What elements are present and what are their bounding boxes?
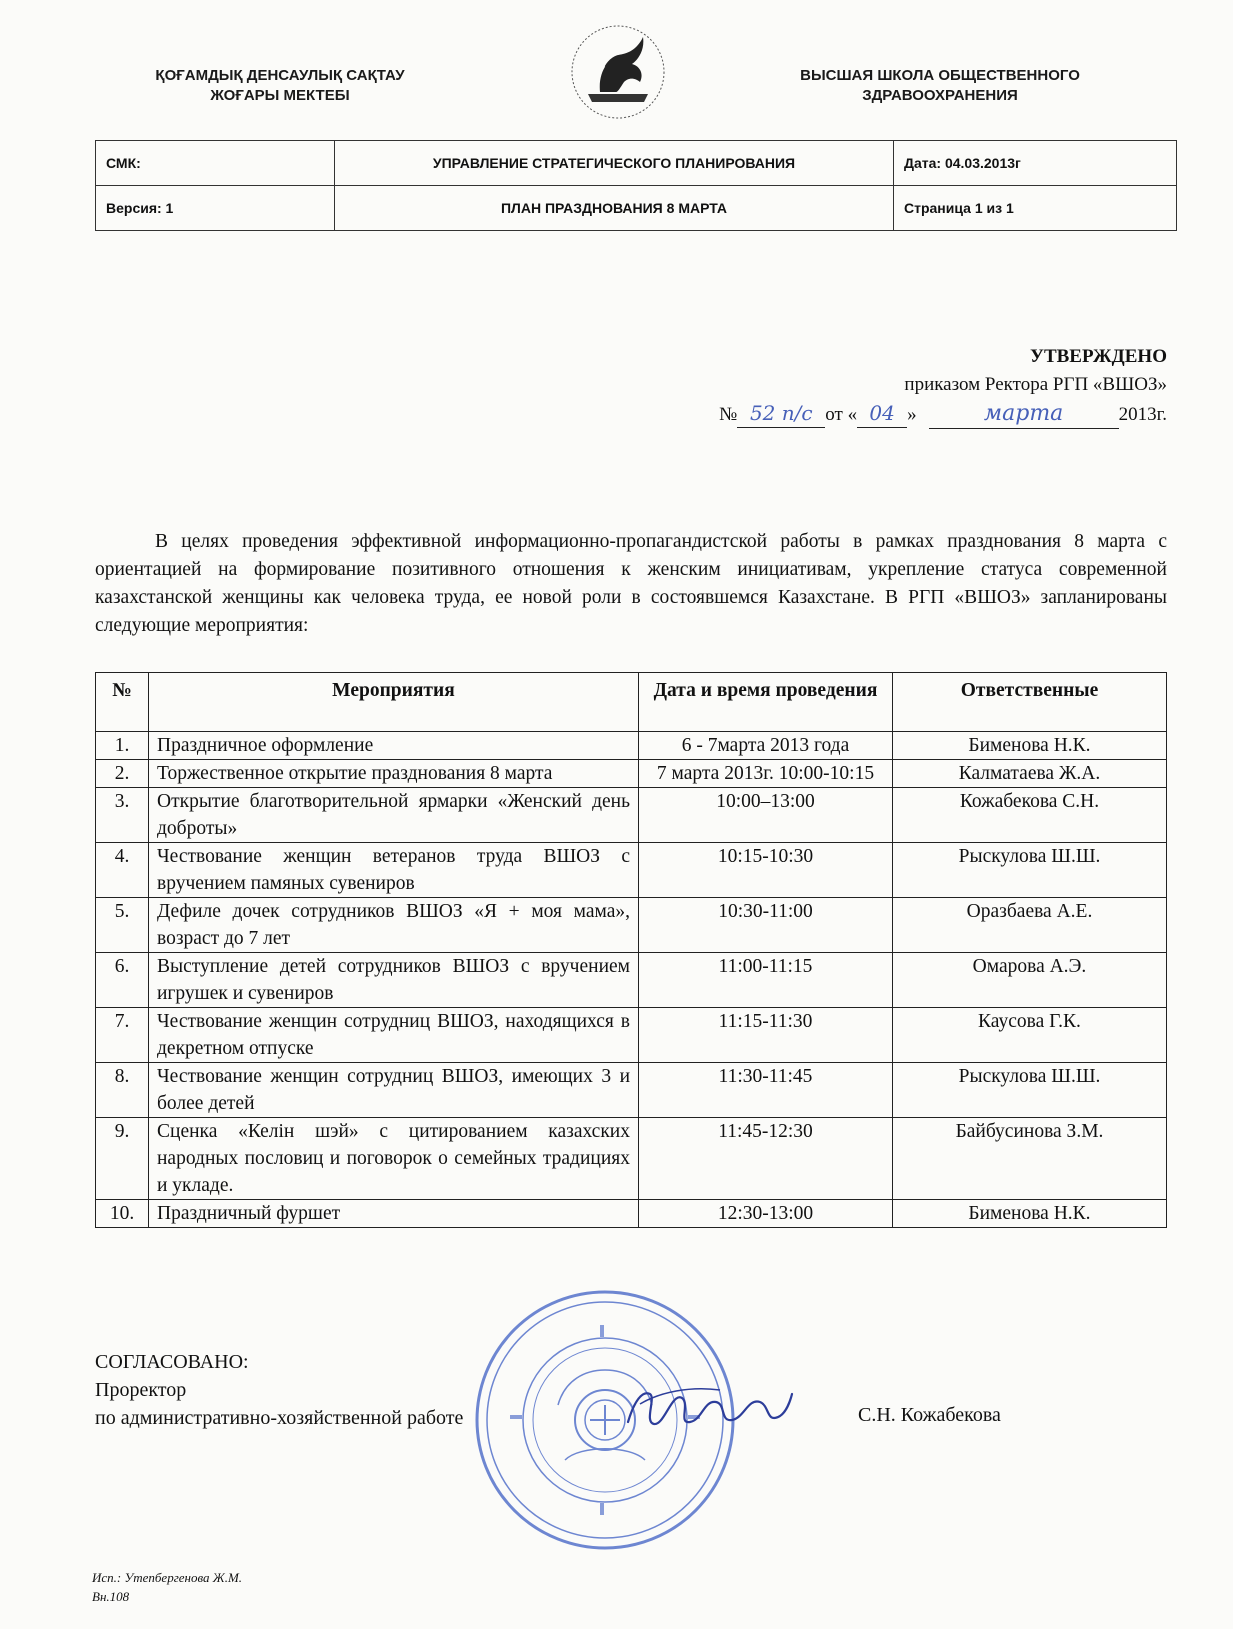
smk-date: Дата: 04.03.2013г — [894, 141, 1177, 186]
approval-from: от « — [825, 404, 858, 425]
col-header-date: Дата и время проведения — [639, 673, 893, 732]
row-responsible: Каусова Г.К. — [893, 1008, 1167, 1063]
row-event: Открытие благотворительной ярмарки «Женский день доброты» — [149, 788, 639, 843]
row-responsible: Омарова А.Э. — [893, 953, 1167, 1008]
smk-department: УПРАВЛЕНИЕ СТРАТЕГИЧЕСКОГО ПЛАНИРОВАНИЯ — [335, 141, 894, 186]
smk-label: СМК: — [96, 141, 335, 186]
row-responsible: Бименова Н.К. — [893, 732, 1167, 760]
row-number: 8. — [96, 1063, 149, 1118]
row-event: Праздничный фуршет — [149, 1200, 639, 1228]
table-row — [96, 788, 1167, 843]
approval-year: 2013г. — [1118, 404, 1167, 425]
row-event: Дефиле дочек сотрудников ВШОЗ «Я + моя мама», возраст до 7 лет — [149, 898, 639, 953]
row-event: Сценка «Келін шэй» с цитированием казахских народных пословиц и поговорок о семейных традициях и укладе. — [149, 1118, 639, 1200]
left-org-line1: ҚОҒАМДЫҚ ДЕНСАУЛЫҚ САҚТАУ — [155, 67, 405, 84]
signoff-agreed: СОГЛАСОВАНО: — [95, 1351, 249, 1373]
row-responsible: Бименова Н.К. — [893, 1200, 1167, 1228]
intro-paragraph: В целях проведения эффективной информационно-пропагандистской работы в рамках празднования 8 марта с ориентацией на формирование позитивного отношения к женским инициативам, укрепление статуса современной казахстанской женщины как человека труда, ее новой роли в состоявшемся Казахстане. В РГП «ВШОЗ» запланированы следующие мероприятия: — [95, 531, 1167, 636]
col-header-responsible: Ответственные — [893, 673, 1167, 732]
row-responsible: Кожабекова С.Н. — [893, 788, 1167, 843]
table-row — [96, 1008, 1167, 1063]
table-row — [96, 760, 1167, 788]
institution-logo-icon — [548, 22, 688, 122]
row-number: 4. — [96, 843, 149, 898]
row-number: 7. — [96, 1008, 149, 1063]
table-row — [96, 898, 1167, 953]
row-date: 12:30-13:00 — [639, 1200, 893, 1228]
row-date: 10:30-11:00 — [639, 898, 893, 953]
row-event: Выступление детей сотрудников ВШОЗ с вручением игрушек и сувениров — [149, 953, 639, 1008]
table-row — [96, 1200, 1167, 1228]
row-responsible: Рыскулова Ш.Ш. — [893, 1063, 1167, 1118]
col-header-number: № — [96, 673, 149, 732]
col-header-event: Мероприятия — [149, 673, 639, 732]
smk-row — [96, 186, 1177, 231]
row-date: 7 марта 2013г. 10:00-10:15 — [639, 760, 893, 788]
row-responsible: Калматаева Ж.А. — [893, 760, 1167, 788]
row-date: 10:15-10:30 — [639, 843, 893, 898]
smk-header-table — [95, 140, 1177, 231]
row-date: 6 - 7марта 2013 года — [639, 732, 893, 760]
table-row — [96, 953, 1167, 1008]
row-responsible: Рыскулова Ш.Ш. — [893, 843, 1167, 898]
row-date: 11:30-11:45 — [639, 1063, 893, 1118]
signoff-name: С.Н. Кожабекова — [858, 1404, 1001, 1426]
row-number: 1. — [96, 732, 149, 760]
smk-version: Версия: 1 — [96, 186, 335, 231]
right-org-name — [770, 66, 1110, 106]
signoff-block — [95, 1348, 463, 1432]
approval-block — [719, 343, 1167, 429]
approval-number: 52 п/с — [737, 399, 825, 428]
row-responsible: Байбусинова З.М. — [893, 1118, 1167, 1200]
smk-page: Страница 1 из 1 — [894, 186, 1177, 231]
approval-close-quote: » — [907, 404, 917, 425]
table-row — [96, 1063, 1167, 1118]
row-responsible: Оразбаева А.Е. — [893, 898, 1167, 953]
right-org-line2: ЗДРАВООХРАНЕНИЯ — [862, 87, 1018, 104]
row-date: 10:00–13:00 — [639, 788, 893, 843]
footer-executor: Исп.: Утепбергенова Ж.М. — [92, 1570, 243, 1585]
row-event: Торжественное открытие празднования 8 марта — [149, 760, 639, 788]
left-org-name — [130, 66, 430, 106]
right-org-line1: ВЫСШАЯ ШКОЛА ОБЩЕСТВЕННОГО — [800, 67, 1080, 84]
smk-row — [96, 141, 1177, 186]
table-row — [96, 1118, 1167, 1200]
row-number: 2. — [96, 760, 149, 788]
row-date: 11:00-11:15 — [639, 953, 893, 1008]
row-date: 11:15-11:30 — [639, 1008, 893, 1063]
smk-document-title: ПЛАН ПРАЗДНОВАНИЯ 8 МАРТА — [335, 186, 894, 231]
approval-title: УТВЕРЖДЕНО — [1030, 346, 1167, 367]
footer-executor-block — [92, 1568, 242, 1606]
row-number: 5. — [96, 898, 149, 953]
approval-no-prefix: № — [719, 404, 738, 425]
handwritten-signature — [620, 1372, 795, 1442]
row-number: 3. — [96, 788, 149, 843]
table-row — [96, 843, 1167, 898]
approval-order-line: приказом Ректора РГП «ВШОЗ» — [904, 374, 1167, 395]
events-table — [95, 672, 1167, 1228]
row-number: 6. — [96, 953, 149, 1008]
row-number: 9. — [96, 1118, 149, 1200]
approval-month: марта — [929, 400, 1119, 429]
row-date: 11:45-12:30 — [639, 1118, 893, 1200]
row-event: Чествование женщин сотрудниц ВШОЗ, находящихся в декретном отпуске — [149, 1008, 639, 1063]
signoff-position-line1: Проректор — [95, 1379, 187, 1401]
approval-number-line — [719, 399, 1167, 429]
events-header-row — [96, 673, 1167, 732]
row-event: Чествование женщин сотрудниц ВШОЗ, имеющих 3 и более детей — [149, 1063, 639, 1118]
signoff-position-line2: по административно-хозяйственной работе — [95, 1407, 464, 1429]
footer-extension: Вн.108 — [92, 1589, 130, 1604]
row-event: Праздничное оформление — [149, 732, 639, 760]
row-number: 10. — [96, 1200, 149, 1228]
approval-day: 04 — [857, 399, 907, 428]
left-org-line2: ЖОҒАРЫ МЕКТЕБІ — [210, 87, 350, 104]
row-event: Чествование женщин ветеранов труда ВШОЗ с вручением памяных сувениров — [149, 843, 639, 898]
table-row — [96, 732, 1167, 760]
